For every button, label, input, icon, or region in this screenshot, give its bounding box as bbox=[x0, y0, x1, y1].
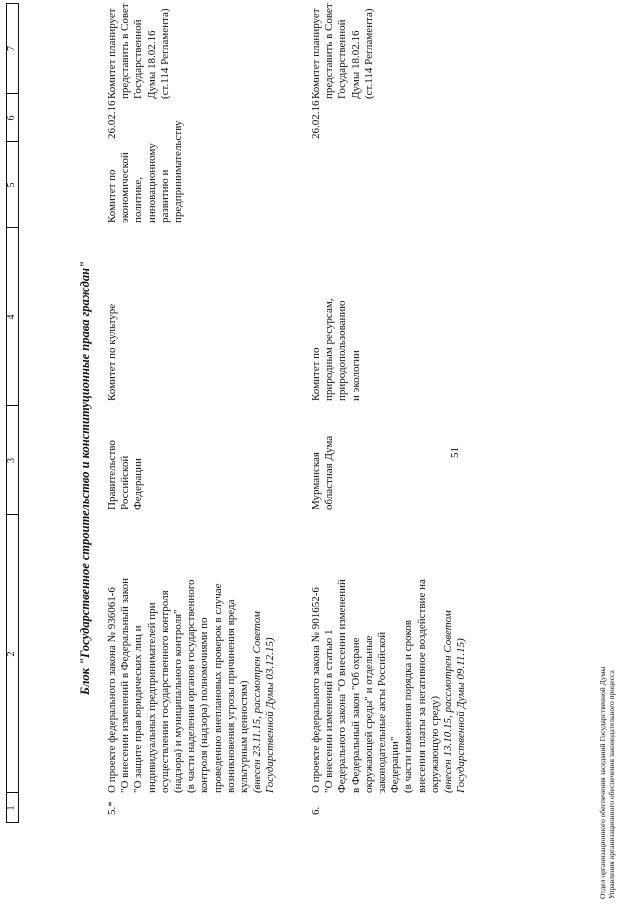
bill-title-line: в Федеральный закон "Об охране bbox=[349, 637, 362, 793]
bill-title-line: О проекте федерального закона № 936061-6 bbox=[106, 587, 118, 793]
bill-title-line: "О внесении изменений в статью 1 bbox=[323, 629, 336, 793]
initiator-line: областная Дума bbox=[323, 435, 336, 510]
column-number-4: 4 bbox=[6, 314, 17, 320]
column-number-5: 5 bbox=[6, 182, 17, 188]
bill-title-line: О проекте федерального закона № 901652-6 bbox=[310, 587, 322, 793]
committee-line: природным ресурсам, bbox=[323, 298, 336, 401]
row-number: 6. bbox=[310, 806, 322, 815]
row-number: 5.* bbox=[106, 801, 118, 815]
responsible-committee bbox=[106, 304, 119, 401]
column-number-2: 2 bbox=[6, 651, 17, 657]
review-date: 26.02.16 bbox=[310, 100, 322, 139]
note-line: (ст.114 Регламента) bbox=[158, 8, 171, 99]
committee-line: Комитет по культуре bbox=[106, 303, 118, 401]
committee-line: и экологии bbox=[349, 350, 362, 401]
initiator bbox=[106, 440, 146, 510]
note-line: Государственной bbox=[336, 19, 349, 99]
co-committee-line: развитию и bbox=[158, 169, 171, 223]
bill-description bbox=[106, 578, 278, 793]
note-line: Комитет планирует bbox=[106, 8, 118, 99]
bill-title-line: индивидуальных предпринимателей при bbox=[145, 602, 158, 793]
note-line: Государственной bbox=[132, 19, 145, 99]
bill-title-line: (в части наделения органов государственного bbox=[185, 579, 198, 793]
bill-title-line: Федерального закона "О внесении изменений bbox=[336, 579, 349, 793]
block-title: Блок "Государственное строительство и конституционные права граждан" bbox=[78, 261, 92, 695]
note-line: представить в Совет bbox=[323, 3, 336, 99]
review-date: 26.02.16 bbox=[106, 100, 118, 139]
bill-title-line: возникновения угрозы причинения вреда bbox=[224, 599, 237, 793]
bill-title-line: (надзора) и муниципального контроля" bbox=[172, 609, 185, 793]
note-line: Думы 18.02.16 bbox=[145, 30, 158, 99]
bill-title-line: окружающую среду) bbox=[428, 695, 441, 793]
initiator bbox=[310, 436, 336, 510]
column-number-6: 6 bbox=[6, 115, 17, 121]
co-committee-line: инновационному bbox=[145, 143, 158, 223]
bill-title-line: проведению внеплановых проверок в случае bbox=[211, 583, 224, 793]
committee-line: Комитет по bbox=[310, 347, 322, 401]
responsible-committee bbox=[310, 298, 363, 401]
co-committee-line: Комитет по bbox=[106, 169, 118, 223]
footer-text bbox=[598, 667, 616, 899]
note bbox=[106, 3, 172, 99]
bill-title-line: (в части изменения порядка и сроков bbox=[402, 620, 415, 793]
note bbox=[310, 3, 376, 99]
bill-status-line: Государственной Думы 03.12.15) bbox=[264, 637, 277, 793]
initiator-line: Правительство bbox=[106, 440, 118, 510]
bill-title-line: Федерации" bbox=[389, 736, 402, 793]
footer-line: Управления организационного обеспечения законодательного процесса bbox=[607, 670, 616, 899]
bill-status-line: (внесен 13.10.15, рассмотрен Советом bbox=[442, 610, 455, 793]
initiator-line: Российской bbox=[119, 455, 132, 510]
bill-title-line: законодательные акты Российской bbox=[376, 631, 389, 793]
bill-status-line: Государственной Думы 09.11.15) bbox=[455, 638, 468, 793]
bill-title-line: культурным ценностям) bbox=[238, 680, 251, 793]
co-committee-line: предпринимательству bbox=[172, 120, 185, 223]
note-line: Комитет планирует bbox=[310, 8, 322, 99]
initiator-line: Мурманская bbox=[310, 452, 322, 510]
bill-status-line: (внесен 23.11.15, рассмотрен Советом bbox=[251, 611, 264, 793]
footer-line: Отдел организационного обеспечения заседаний Государственной Думы bbox=[598, 666, 607, 899]
note-line: представить в Совет bbox=[119, 3, 132, 99]
initiator-line: Федерации bbox=[132, 458, 145, 510]
bill-description bbox=[310, 579, 468, 793]
bill-title-line: "О защите прав юридических лиц и bbox=[132, 625, 145, 793]
bill-title-line: контроля (надзора) полномочиями по bbox=[198, 617, 211, 793]
page-number: 51 bbox=[449, 447, 461, 458]
co-committee-line: экономической bbox=[119, 152, 132, 223]
bill-title-line: внесения платы за негативное воздействие на bbox=[415, 579, 428, 793]
committee-line: природопользованию bbox=[336, 300, 349, 401]
note-line: Думы 18.02.16 bbox=[349, 30, 362, 99]
column-number-1: 1 bbox=[6, 805, 17, 811]
bill-title-line: окружающей среды" и отдельные bbox=[362, 635, 375, 793]
co-committee-line: политике, bbox=[132, 176, 145, 223]
note-line: (ст.114 Регламента) bbox=[362, 8, 375, 99]
column-number-7: 7 bbox=[6, 46, 17, 51]
bill-title-line: "О внесении изменений в Федеральный закон bbox=[119, 578, 132, 793]
column-number-3: 3 bbox=[6, 458, 17, 463]
bill-title-line: осуществлении государственного контроля bbox=[158, 590, 171, 793]
